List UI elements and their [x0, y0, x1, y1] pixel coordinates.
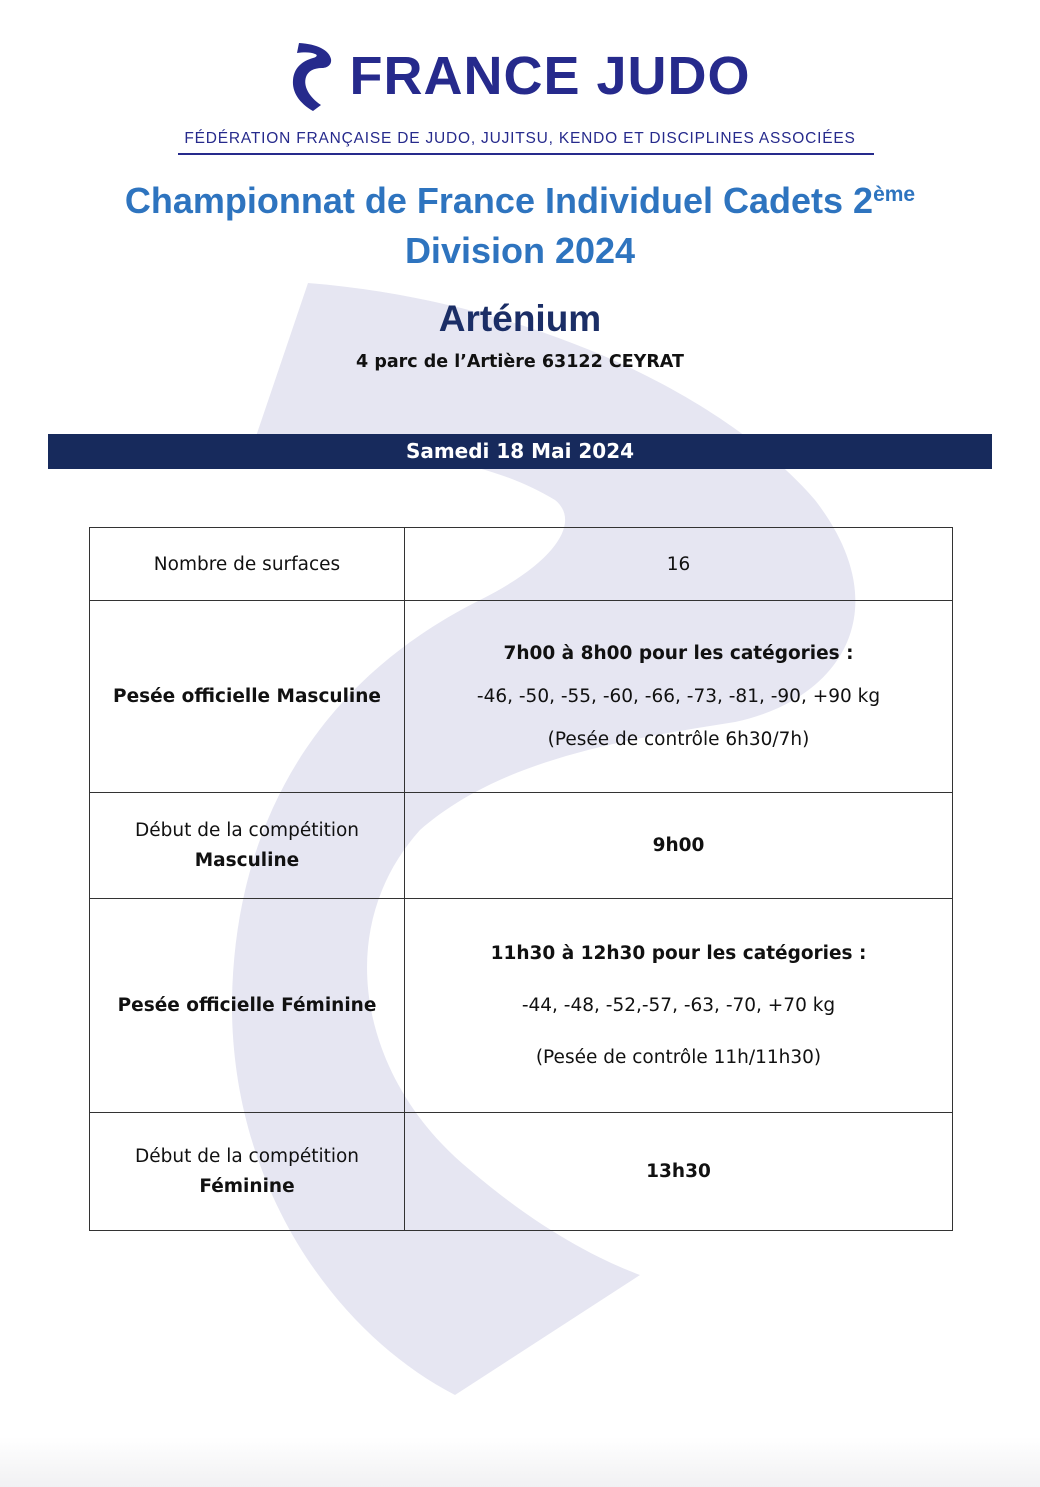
venue-name: Arténium [438, 298, 602, 339]
row-label: Pesée officielle Masculine [90, 601, 405, 793]
header-divider [178, 153, 874, 155]
weight-categories: -46, -50, -55, -60, -66, -73, -81, -90, +90 kg [476, 686, 881, 707]
weigh-in-time: 11h30 à 12h30 pour les catégories : [490, 942, 867, 964]
event-date-banner: Samedi 18 Mai 2024 [48, 434, 992, 469]
control-weigh-in-note: (Pesée de contrôle 6h30/7h) [547, 729, 810, 750]
table-row [90, 899, 953, 1113]
weigh-in-time: 7h00 à 8h00 pour les catégories : [503, 643, 854, 664]
title-part2: Division 2024 [404, 230, 636, 271]
row-value: 9h00 [405, 793, 953, 899]
row-label-line2: Féminine [199, 1175, 295, 1197]
federation-name: FÉDÉRATION FRANÇAISE DE JUDO, JUJITSU, KENDO ET DISCIPLINES ASSOCIÉES [184, 130, 856, 147]
row-label: Nombre de surfaces [90, 528, 405, 601]
row-value: 13h30 [405, 1113, 953, 1231]
schedule-table [89, 527, 953, 1231]
event-title [0, 176, 1040, 276]
row-label-line1: Début de la compétition [134, 1145, 360, 1167]
title-superscript: ème [873, 183, 916, 206]
logo-wordmark: FRANCE JUDO [349, 46, 751, 106]
row-label [90, 1113, 405, 1231]
table-row [90, 1113, 953, 1231]
table-row [90, 793, 953, 899]
title-part1: Championnat de France Individuel Cadets 2 [124, 180, 874, 221]
control-weigh-in-note: (Pesée de contrôle 11h/11h30) [535, 1046, 822, 1068]
row-label-line2: Masculine [194, 849, 300, 871]
row-value [405, 601, 953, 793]
france-judo-logo [0, 40, 1040, 112]
row-value [405, 899, 953, 1113]
venue-address: 4 parc de l’Artière 63122 CEYRAT [356, 352, 684, 372]
weight-categories: -44, -48, -52,-57, -63, -70, +70 kg [521, 994, 836, 1016]
row-label [90, 793, 405, 899]
judo-logo-icon [289, 40, 335, 112]
row-value: 16 [405, 528, 953, 601]
table-row [90, 601, 953, 793]
table-row [90, 528, 953, 601]
row-label: Pesée officielle Féminine [90, 899, 405, 1113]
row-label-line1: Début de la compétition [134, 819, 360, 841]
